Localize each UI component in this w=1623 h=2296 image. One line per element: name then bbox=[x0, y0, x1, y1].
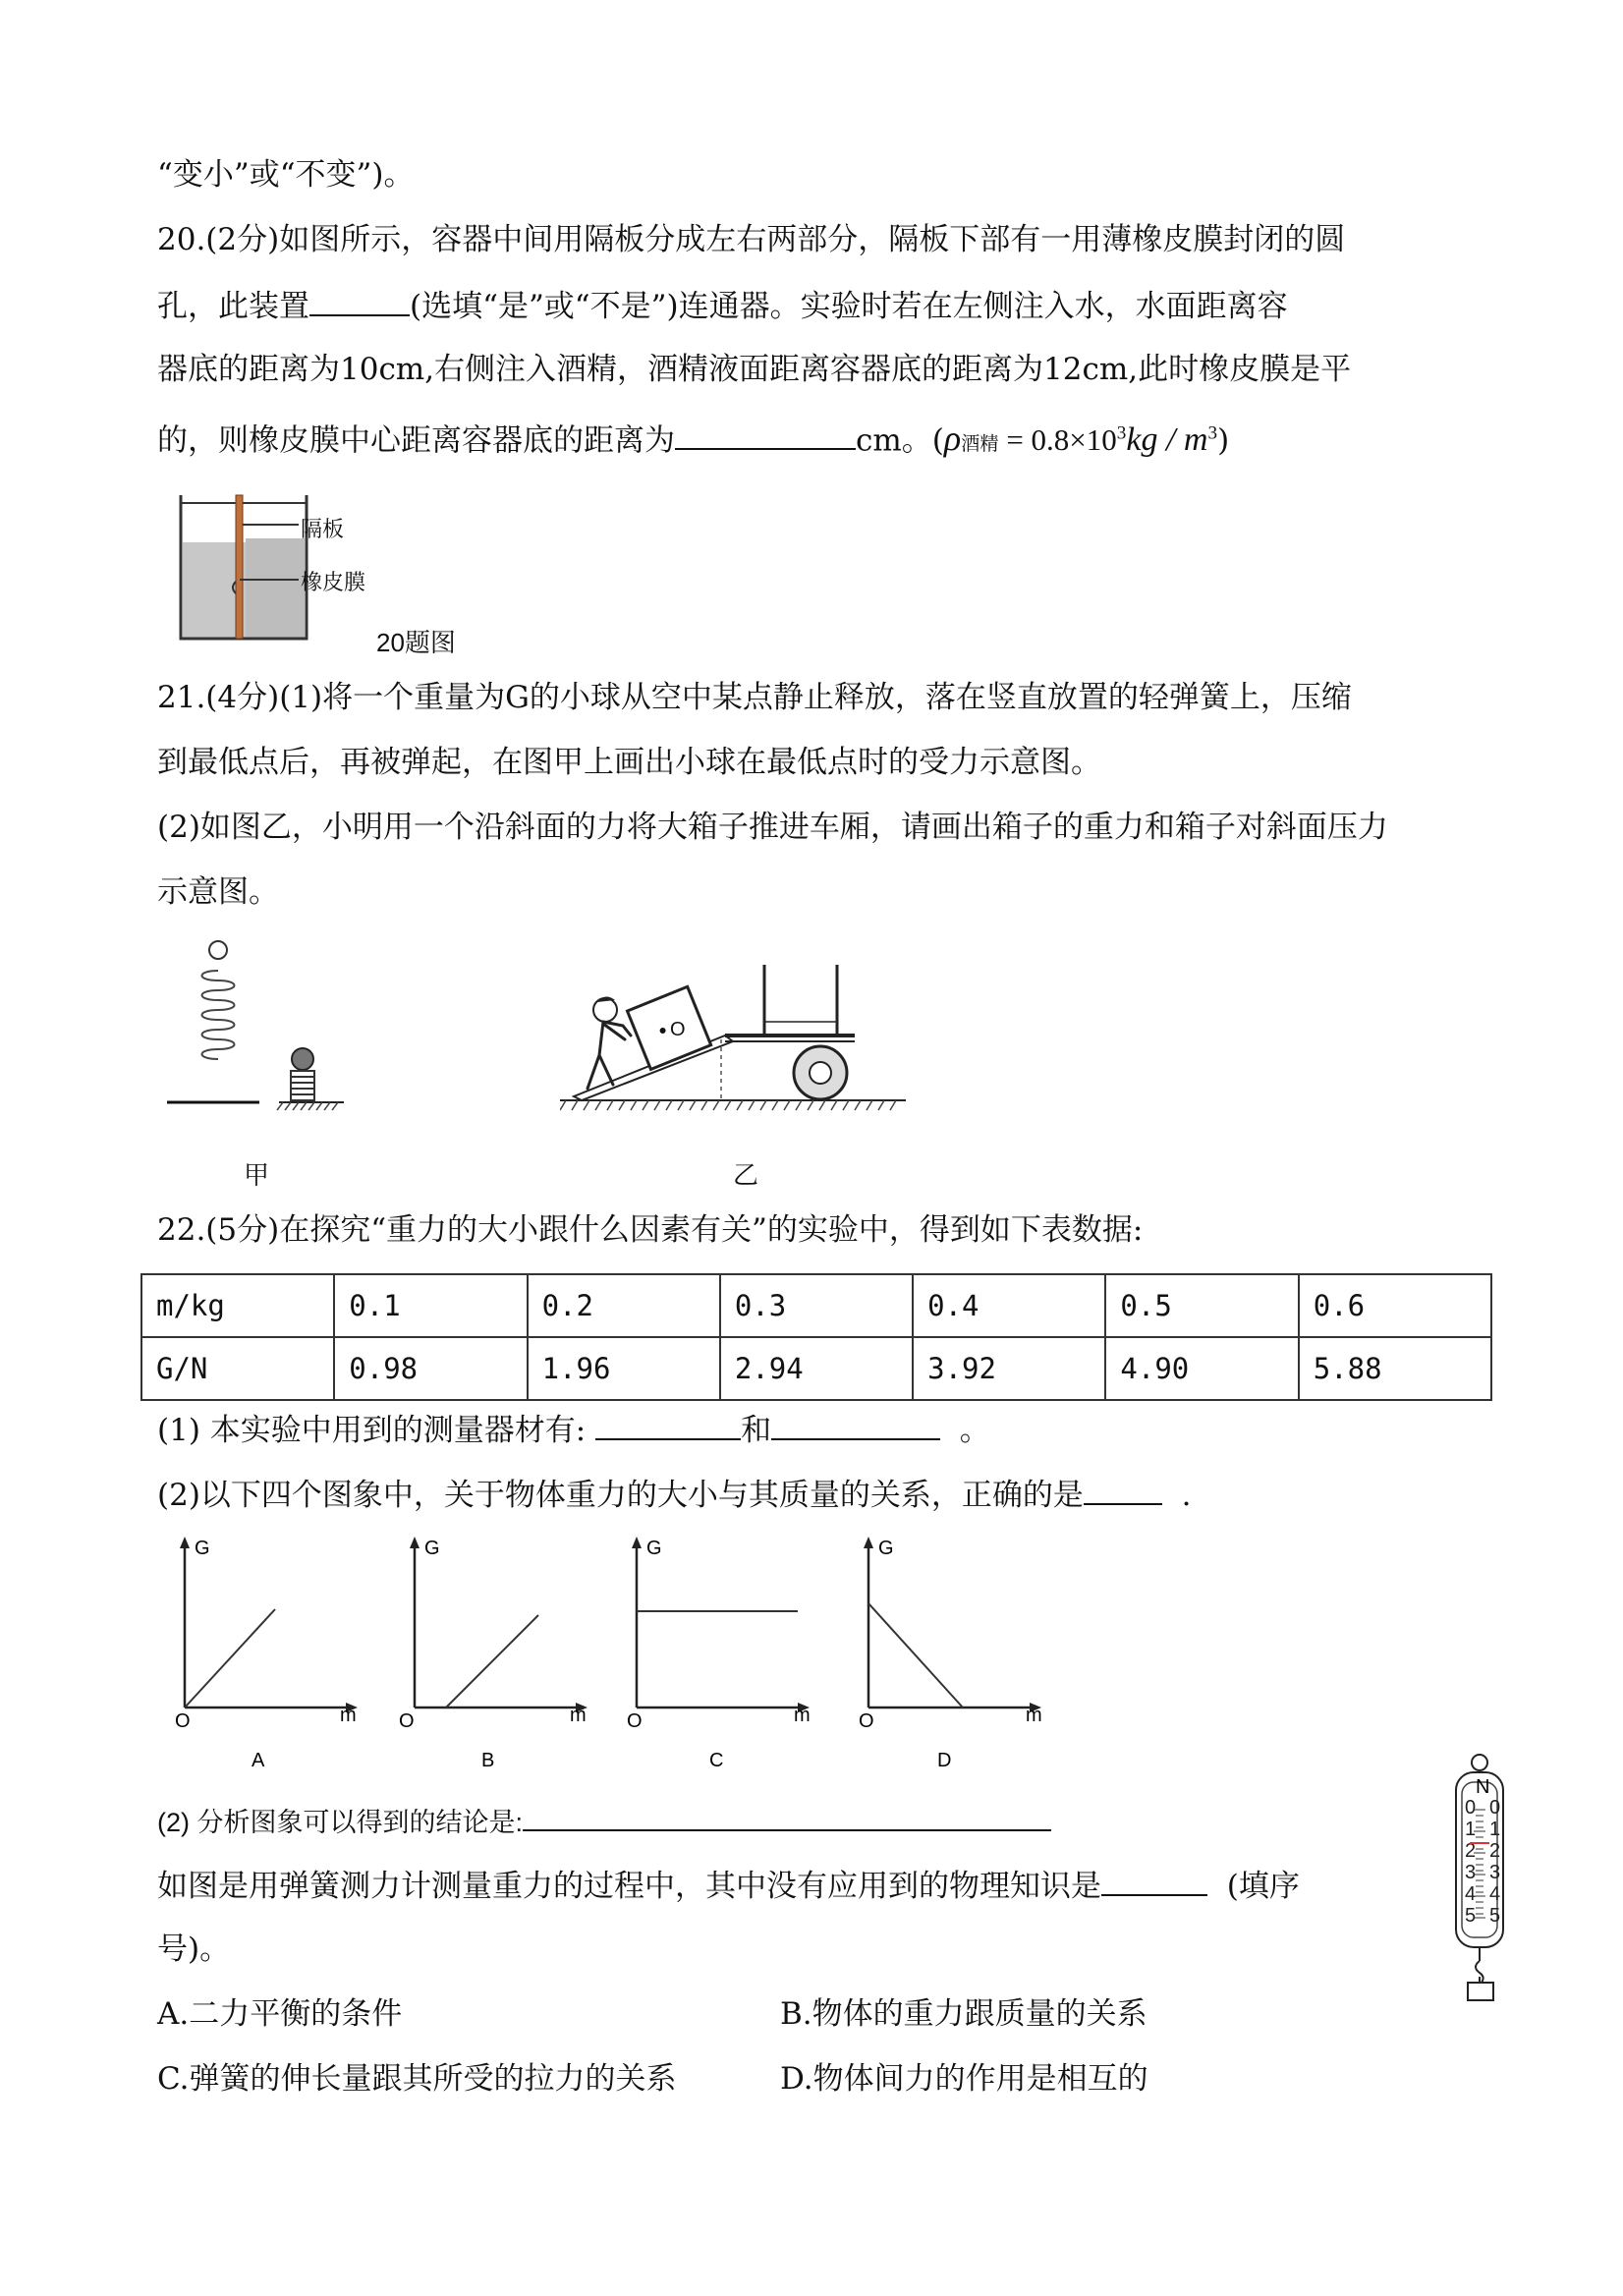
text-segment: (2) 分析图象可以得到的结论是: bbox=[157, 1808, 524, 1837]
question-22-stem: 22.(5分)在探究“重力的大小跟什么因素有关”的实验中，得到如下表数据: bbox=[157, 1212, 1144, 1248]
scale-tick-label: 4 bbox=[1465, 1883, 1477, 1905]
ball-lowest-point bbox=[292, 1048, 313, 1070]
text-segment: . bbox=[1181, 1478, 1192, 1513]
text-segment: 的，则橡皮膜中心距离容器底的距离为 bbox=[157, 422, 675, 459]
question-22-part2 bbox=[157, 1474, 1192, 1515]
scale-tick-label: 3 bbox=[1465, 1862, 1477, 1883]
figure-21-jia bbox=[157, 933, 354, 1120]
text-segment: (2)以下四个图象中，关于物体重力的大小与其质量的关系，正确的是 bbox=[157, 1478, 1084, 1513]
answer-blank[interactable] bbox=[523, 1800, 1051, 1831]
text-line: “变小”或“不变”)。 bbox=[157, 157, 415, 193]
graph-y-label: G bbox=[878, 1538, 894, 1559]
graph-b bbox=[399, 1537, 588, 1771]
ground-hatch bbox=[560, 1100, 896, 1110]
graph-letter: B bbox=[481, 1750, 495, 1771]
graph-line bbox=[185, 1609, 275, 1708]
weight-block bbox=[1468, 1983, 1493, 2000]
formula-subscript: 酒精 bbox=[961, 434, 999, 456]
graph-line bbox=[868, 1603, 963, 1708]
graph-origin: O bbox=[399, 1710, 415, 1732]
ball-released bbox=[209, 941, 227, 959]
spring-extended bbox=[202, 971, 235, 1059]
answer-blank[interactable] bbox=[595, 1409, 741, 1440]
question-20-line2 bbox=[157, 285, 1288, 326]
table-cell: 5.88 bbox=[1299, 1337, 1491, 1400]
ground-hatch bbox=[277, 1102, 338, 1110]
table-row bbox=[141, 1337, 1491, 1400]
table-cell: 0.98 bbox=[334, 1337, 527, 1400]
scale-tick-label: 5 bbox=[1489, 1905, 1501, 1927]
graph-d bbox=[859, 1537, 1042, 1771]
formula-value: = 0.8×10 bbox=[1006, 422, 1117, 458]
box-center-label: O bbox=[670, 1019, 686, 1040]
question-22-part4 bbox=[157, 1865, 1300, 1906]
figure-21-yi bbox=[560, 953, 914, 1120]
table-row bbox=[141, 1274, 1491, 1337]
text-segment: ) bbox=[1217, 422, 1230, 459]
answer-blank[interactable] bbox=[675, 419, 856, 450]
spring-scale bbox=[1448, 1751, 1517, 2002]
scale-tick-label: 0 bbox=[1489, 1797, 1501, 1819]
formula-exponent: 3 bbox=[1116, 423, 1127, 444]
scale-tick-label: 3 bbox=[1489, 1862, 1501, 1883]
text-segment: 。 bbox=[959, 1413, 990, 1448]
figure-yi-caption: 乙 bbox=[733, 1160, 759, 1190]
truck bbox=[725, 965, 855, 1099]
table-cell: 0.3 bbox=[720, 1274, 913, 1337]
table-cell: 0.4 bbox=[913, 1274, 1105, 1337]
density-formula bbox=[943, 419, 1218, 459]
option-a: A.二力平衡的条件 bbox=[157, 1996, 403, 2032]
question-20-stem: 20.(2分)如图所示，容器中间用隔板分成左右两部分，隔板下部有一用薄橡皮膜封闭的圆 bbox=[157, 222, 1346, 257]
table-cell: 1.96 bbox=[528, 1337, 720, 1400]
question-20-line3: 器底的距离为10cm,右侧注入酒精，酒精液面距离容器底的距离为12cm,此时橡皮膜是平 bbox=[157, 352, 1352, 387]
graph-origin: O bbox=[175, 1710, 191, 1732]
option-d: D.物体间力的作用是相互的 bbox=[780, 2061, 1148, 2097]
meter-unit: N bbox=[1476, 1776, 1490, 1798]
table-cell: 0.6 bbox=[1299, 1274, 1491, 1337]
question-20-line4 bbox=[157, 415, 1229, 465]
text-segment: cm。( bbox=[856, 422, 944, 459]
graph-y-label: G bbox=[195, 1538, 210, 1559]
answer-blank[interactable] bbox=[771, 1409, 940, 1440]
table-cell: 0.1 bbox=[334, 1274, 527, 1337]
text-segment: (1) 本实验中用到的测量器材有: bbox=[157, 1413, 587, 1448]
scale-tick-label: 2 bbox=[1489, 1840, 1501, 1862]
graph-line bbox=[446, 1615, 538, 1708]
question-21-line4: 示意图。 bbox=[157, 874, 279, 910]
right-liquid bbox=[246, 538, 305, 639]
partition-board bbox=[236, 495, 243, 639]
text-segment: 和 bbox=[741, 1413, 772, 1448]
graph-origin: O bbox=[859, 1710, 874, 1732]
spring-compressed bbox=[291, 1071, 314, 1100]
question-22-part1 bbox=[157, 1409, 990, 1450]
data-table bbox=[140, 1273, 1492, 1401]
question-22-part3 bbox=[157, 1800, 1051, 1842]
graph-letter: C bbox=[709, 1750, 724, 1771]
graph-x-label: m bbox=[570, 1705, 587, 1726]
option-b: B.物体的重力跟质量的关系 bbox=[780, 1996, 1147, 2032]
table-cell: 2.94 bbox=[720, 1337, 913, 1400]
graph-c bbox=[627, 1537, 811, 1771]
table-cell: 0.2 bbox=[528, 1274, 720, 1337]
question-21-line2: 到最低点后，再被弹起，在图甲上画出小球在最低点时的受力示意图。 bbox=[157, 745, 1101, 780]
scale-tick-label: 4 bbox=[1489, 1883, 1501, 1905]
answer-blank[interactable] bbox=[309, 285, 410, 316]
table-cell: 0.5 bbox=[1105, 1274, 1298, 1337]
graphs-row bbox=[167, 1533, 1091, 1778]
text-segment: 如图是用弹簧测力计测量重力的过程中，其中没有应用到的物理知识是 bbox=[157, 1869, 1101, 1904]
table-cell: G/N bbox=[141, 1337, 334, 1400]
graph-letter: A bbox=[252, 1750, 265, 1771]
formula-unit: kg / m bbox=[1126, 421, 1208, 459]
person-pushing bbox=[588, 996, 631, 1089]
graph-letter: D bbox=[937, 1750, 952, 1771]
answer-blank[interactable] bbox=[1101, 1865, 1207, 1896]
scale-tick-label: 1 bbox=[1489, 1819, 1501, 1840]
scale-tick-label: 0 bbox=[1465, 1797, 1477, 1819]
text-segment: 孔，此装置 bbox=[157, 289, 309, 324]
graph-x-label: m bbox=[794, 1705, 811, 1726]
table-cell: m/kg bbox=[141, 1274, 334, 1337]
rho-symbol: ρ bbox=[943, 419, 962, 459]
scale-tick-label: 1 bbox=[1465, 1819, 1477, 1840]
question-22-line: 号)。 bbox=[157, 1932, 231, 1967]
question-21-stem: 21.(4分)(1)将一个重量为G的小球从空中某点静止释放，落在竖直放置的轻弹簧上，压缩 bbox=[157, 680, 1352, 715]
answer-blank[interactable] bbox=[1084, 1474, 1162, 1505]
graph-x-label: m bbox=[1026, 1705, 1042, 1726]
scale-tick-label: 5 bbox=[1465, 1905, 1477, 1927]
graph-y-label: G bbox=[646, 1538, 662, 1559]
question-21-part2: (2)如图乙，小明用一个沿斜面的力将大箱子推进车厢，请画出箱子的重力和箱子对斜面压力 bbox=[157, 810, 1388, 845]
graph-x-label: m bbox=[340, 1705, 357, 1726]
table-cell: 3.92 bbox=[913, 1337, 1105, 1400]
text-segment: (填序 bbox=[1226, 1869, 1300, 1904]
figure-jia-caption: 甲 bbox=[244, 1160, 270, 1190]
figure-20-caption: 20题图 bbox=[376, 628, 456, 657]
text-segment: (选填“是”或“不是”)连通器。实验时若在左侧注入水，水面距离容 bbox=[410, 289, 1288, 324]
graph-origin: O bbox=[627, 1710, 643, 1732]
formula-unit-exponent: 3 bbox=[1207, 423, 1218, 444]
scale-tick-label: 2 bbox=[1465, 1840, 1477, 1862]
graph-a bbox=[175, 1537, 358, 1771]
option-c: C.弹簧的伸长量跟其所受的拉力的关系 bbox=[157, 2061, 677, 2097]
graph-y-label: G bbox=[424, 1538, 440, 1559]
membrane-label: 橡皮膜 bbox=[301, 570, 366, 594]
partition-label: 隔板 bbox=[301, 517, 345, 541]
table-cell: 4.90 bbox=[1105, 1337, 1298, 1400]
